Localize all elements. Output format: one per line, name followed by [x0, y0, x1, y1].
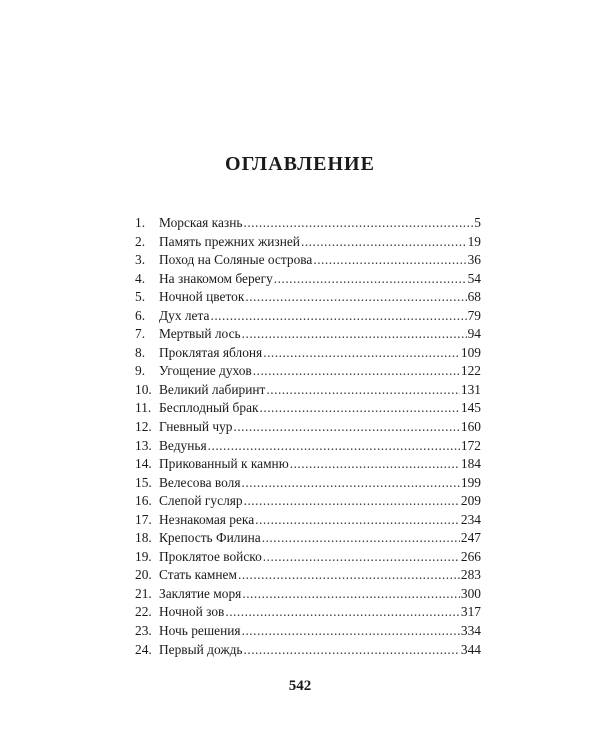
toc-dot-leader — [242, 622, 460, 641]
toc-entry-title: Ночной зов — [159, 604, 225, 620]
toc-entry-page: 283 — [460, 567, 481, 583]
toc-entry — [135, 529, 481, 548]
toc-dot-leader — [225, 603, 460, 622]
toc-entry — [135, 251, 481, 270]
toc-entry — [135, 603, 481, 622]
toc-entry-number: 5. — [135, 289, 146, 305]
toc-entry-page: 19 — [467, 233, 481, 249]
toc-entry-title: Велесова воля — [159, 474, 241, 490]
toc-entry — [135, 641, 481, 660]
toc-entry-page: 172 — [460, 437, 481, 453]
toc-entry — [135, 511, 481, 530]
toc-dot-leader — [244, 492, 460, 511]
toc-entry-number: 9. — [135, 363, 146, 379]
toc-entry — [135, 399, 481, 418]
toc-entry-title: Угощение духов — [159, 363, 252, 379]
toc-entry-page: 122 — [460, 363, 481, 379]
toc-entry-title: На знакомом берегу — [159, 270, 273, 286]
toc-entry-page: 334 — [460, 623, 481, 639]
toc-entry — [135, 233, 481, 252]
toc-entry — [135, 381, 481, 400]
toc-entry-page: 94 — [467, 326, 481, 342]
page-number: 542 — [288, 678, 312, 694]
toc-entry-page: 317 — [460, 604, 481, 620]
toc-entry-title: Слепой гусляр — [159, 493, 243, 509]
toc-entry — [135, 362, 481, 381]
toc-entry-number: 12. — [135, 419, 152, 435]
toc-dot-leader — [263, 344, 460, 363]
toc-dot-leader — [266, 381, 460, 400]
toc-entry-page: 131 — [460, 381, 481, 397]
toc-entry-number: 23. — [135, 623, 152, 639]
toc-entry — [135, 566, 481, 585]
toc-entry-title: Ночь решения — [159, 623, 241, 639]
toc-entry-number: 18. — [135, 530, 152, 546]
toc-dot-leader — [243, 214, 473, 233]
toc-entry — [135, 622, 481, 641]
toc-entry-page: 184 — [460, 456, 481, 472]
toc-entry-title: Великий лабиринт — [159, 381, 266, 397]
toc-entry-title: Память прежних жизней — [159, 233, 300, 249]
toc-entry-number: 16. — [135, 493, 152, 509]
toc-entry-page: 109 — [460, 344, 481, 360]
toc-entry-page: 145 — [460, 400, 481, 416]
toc-entry — [135, 418, 481, 437]
toc-entry-title: Заклятие моря — [159, 585, 242, 601]
toc-entry-page: 160 — [460, 419, 481, 435]
toc-entry — [135, 585, 481, 604]
toc-entry-title: Гневный чур — [159, 419, 233, 435]
toc-dot-leader — [301, 233, 467, 252]
toc-entry-page: 79 — [467, 307, 481, 323]
toc-entry-page: 247 — [460, 530, 481, 546]
toc-entry-page: 199 — [460, 474, 481, 490]
toc-entry — [135, 270, 481, 289]
toc-entry-number: 24. — [135, 641, 152, 657]
toc-dot-leader — [290, 455, 460, 474]
page-title: ОГЛАВЛЕНИЕ — [225, 153, 375, 175]
toc-entry-page: 209 — [460, 493, 481, 509]
toc-entry-title: Первый дождь — [159, 641, 243, 657]
toc-entry-title: Прикованный к камню — [159, 456, 289, 472]
toc-entry — [135, 344, 481, 363]
toc-entry-page: 54 — [467, 270, 481, 286]
toc-dot-leader — [260, 399, 460, 418]
toc-entry-title: Стать камнем — [159, 567, 237, 583]
toc-entry-number: 10. — [135, 381, 152, 397]
toc-entry-number: 1. — [135, 215, 146, 230]
toc-entry-number: 2. — [135, 233, 146, 249]
toc-entry-number: 17. — [135, 511, 152, 527]
toc-entry — [135, 455, 481, 474]
toc-dot-leader — [210, 307, 466, 326]
toc-entry-title: Проклятое войско — [159, 548, 262, 564]
toc-dot-leader — [262, 529, 460, 548]
toc-entry-title: Ведунья — [159, 437, 207, 453]
toc-entry-page: 5 — [474, 215, 481, 230]
toc-entry — [135, 437, 481, 456]
toc-dot-leader — [242, 585, 460, 604]
toc-entry-number: 7. — [135, 326, 146, 342]
toc-dot-leader — [238, 566, 460, 585]
toc-entry-number: 13. — [135, 437, 152, 453]
toc-entry-number: 20. — [135, 567, 152, 583]
toc-entry — [135, 325, 481, 344]
toc-dot-leader — [263, 548, 460, 567]
toc-entry-page: 266 — [460, 548, 481, 564]
toc-entry-title: Крепость Филина — [159, 530, 261, 546]
toc-dot-leader — [242, 325, 467, 344]
toc-entry-number: 4. — [135, 270, 146, 286]
toc-entry-number: 14. — [135, 456, 152, 472]
toc-dot-leader — [274, 270, 467, 289]
toc-entry-title: Морская казнь — [159, 215, 243, 230]
toc-dot-leader — [208, 437, 460, 456]
toc-entry-number: 22. — [135, 604, 152, 620]
toc-dot-leader — [313, 251, 466, 270]
toc-entry-page: 68 — [467, 289, 481, 305]
table-of-contents — [135, 214, 481, 659]
toc-entry-title: Поход на Соляные острова — [159, 252, 313, 268]
toc-entry — [135, 474, 481, 493]
toc-entry-number: 11. — [135, 400, 152, 416]
toc-entry-title: Бесплодный брак — [159, 400, 259, 416]
toc-entry-title: Незнакомая река — [159, 511, 255, 527]
toc-dot-leader — [255, 511, 460, 530]
toc-entry-title: Проклятая яблоня — [159, 344, 263, 360]
toc-entry — [135, 492, 481, 511]
toc-entry — [135, 214, 481, 233]
toc-entry-number: 6. — [135, 307, 146, 323]
toc-entry-page: 234 — [460, 511, 481, 527]
toc-dot-leader — [242, 474, 460, 493]
toc-entry-number: 3. — [135, 252, 146, 268]
toc-entry-number: 19. — [135, 548, 152, 564]
toc-entry — [135, 288, 481, 307]
toc-entry-title: Дух лета — [159, 307, 210, 323]
toc-entry-title: Ночной цветок — [159, 289, 245, 305]
toc-entry-number: 15. — [135, 474, 152, 490]
toc-entry-page: 300 — [460, 585, 481, 601]
toc-dot-leader — [244, 641, 460, 660]
toc-entry — [135, 548, 481, 567]
toc-dot-leader — [253, 362, 460, 381]
toc-entry — [135, 307, 481, 326]
toc-dot-leader — [245, 288, 466, 307]
toc-dot-leader — [233, 418, 459, 437]
toc-entry-number: 8. — [135, 344, 146, 360]
toc-entry-title: Мертвый лось — [159, 326, 241, 342]
toc-entry-number: 21. — [135, 585, 152, 601]
toc-entry-page: 36 — [467, 252, 481, 268]
toc-entry-page: 344 — [460, 641, 481, 657]
